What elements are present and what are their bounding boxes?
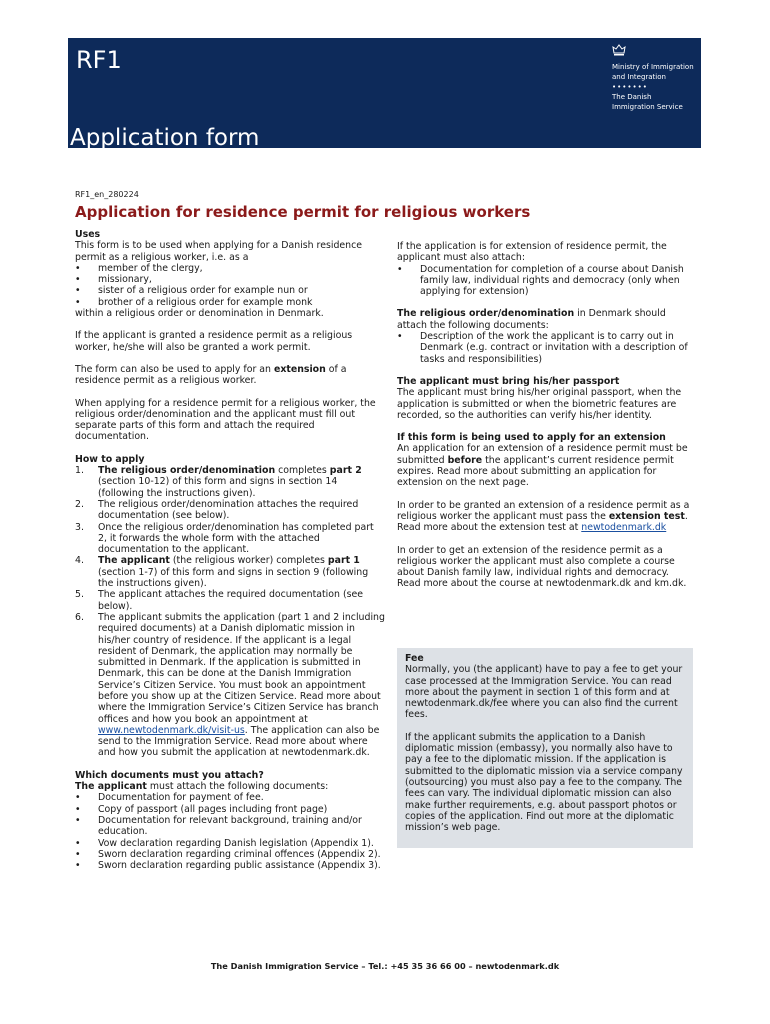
ministry-line: and Integration [612,73,666,81]
step-item: 5. The applicant attaches the required documentation (see below). [75,589,364,612]
uses-tail: within a religious order or denomination in Denmark. [75,308,324,320]
uses-intro: This form is to be used when applying for a Danish residence permit as a religious worker, i.e. as a [75,240,363,263]
step-item: 2. The religious order/denomination attaches the required documentation (see below). [75,498,359,522]
page-footer: The Danish Immigration Service – Tel.: +45 35 36 66 00 – newtodenmark.dk [210,961,560,971]
documents-intro: The applicant must attach the following documents: [75,781,329,793]
list-item: • Vow declaration regarding Danish legislation (Appendix 1). [75,837,374,849]
list-item: • member of the clergy, [75,262,203,274]
ministry-line: Ministry of Immigration [612,63,694,71]
how-to-apply-heading: How to apply [75,453,145,465]
list-item: • Documentation for completion of a course about Danish family law, individual rights and democracy (only when applying for extension) [397,263,684,298]
ministry-line: The Danish [612,93,652,101]
step-item: 3. Once the religious order/denomination has completed part 2, it forwards the whole form with the attached documentation to the applicant. [75,521,374,556]
form-type-title: Application form [70,125,260,151]
fee-text-2: If the applicant submits the application to a Danish diplomatic mission (embassy), you normally also have to pay a fee to the diplomatic mission. If the application is submitted to the diplomatic mission via a service company (outsourcing) you must also pay a fee to the company. The fees can vary. The individual diplomatic mission can also make further requirements, e.g. about passport photos or copies of the application. Find out more at the diplomatic mission’s web page. [405,731,683,834]
newtodenmark-link[interactable]: newtodenmark.dk [581,522,667,534]
header-banner [68,38,701,151]
list-item: • Description of the work the applicant is to carry out in Denmark (e.g. contract or invitation with a description of tasks and responsibilities) [397,331,688,365]
step-item: 6. The applicant submits the application (part 1 and 2 including required documents) at a Danish diplomatic mission in his/her country of residence. If the applicant is a legal resident of Denmark, the application may normally be submitted in Denmark. If the application is submitted in Denmark, this can be done at the Danish Immigration Service’s Citizen Service. You must book an appointment before you show up at the Citizen Service. Read more about where the Immigration Service’s Citizen Service has branch offices and how you book an appointment at www.newtodenmark.dk/visit-us. The application can also be send to the Immigration Service. Read more about where and how you submit the application at newtodenmark.dk. [75,611,385,759]
form-code-title: RF1 [76,46,122,74]
work-permit-text: If the applicant is granted a residence permit as a religious worker, he/she will also be granted a work permit. [75,330,353,353]
extension-deadline-text: An application for an extension of a residence permit must be submitted before the applicant’s current residence permit expires. Read more about submitting an application for extension on the next page. [397,443,688,489]
fee-text-1: Normally, you (the applicant) have to pay a fee to get your case processed at the Immigration Service. You can read more about the payment in section 1 of this form and at newtodenmark.dk/fee where you can also find the current fees. [405,664,683,721]
fee-box [397,648,693,848]
form-version-code: RF1_en_280224 [75,190,139,199]
ministry-logo-text [612,62,694,112]
list-item: • Sworn declaration regarding criminal offences (Appendix 2). [75,848,381,860]
list-item: • Documentation for relevant background, training and/or education. [75,814,362,838]
page-title: Application for residence permit for religious workers [75,203,531,221]
list-item: • missionary, [75,274,152,286]
left-column [75,229,385,871]
list-item: • sister of a religious order for example nun or [75,285,308,297]
ministry-dots: ••••••• [612,83,648,91]
passport-text: The applicant must bring his/her original passport, when the application is submitted or when the biometric features are recorded, so the authorities can verify his/her identity. [397,387,682,421]
order-documents-text: The religious order/denomination in Denmark should attach the following documents: [397,308,666,331]
documents-heading: Which documents must you attach? [75,769,264,781]
visit-us-link[interactable]: www.newtodenmark.dk/visit-us [98,724,245,736]
ministry-line: Immigration Service [612,103,683,111]
course-text: In order to get an extension of the residence permit as a religious worker the applicant must also complete a course about Danish family law, individual rights and democracy. Read more about the course at newtodenmark.dk and km.dk. [397,544,687,590]
list-item: • Sworn declaration regarding public assistance (Appendix 3). [75,860,381,872]
separate-parts-text: When applying for a residence permit for a religious worker, the religious order/denomination and the applicant must fill out separate parts of this form and attach the required documentation. [75,397,376,443]
right-column [397,241,693,590]
royal-crown-icon [612,43,626,57]
uses-heading: Uses [75,229,101,240]
extension-heading: If this form is being used to apply for an extension [397,432,666,444]
extension-test-text: In order to be granted an extension of a residence permit as a religious worker the applicant must pass the extension test. Read more about the extension test at newtodenmark.dk [397,499,690,534]
step-item: 1. The religious order/denomination completes part 2 (section 10-12) of this form and signs in section 14 (following the instructions given). [75,465,362,499]
passport-heading: The applicant must bring his/her passport [397,375,620,387]
list-item: • Copy of passport (all pages including front page) [75,803,328,815]
fee-heading: Fee [405,653,424,664]
list-item: • Documentation for payment of fee. [75,792,264,804]
list-item: • brother of a religious order for example monk [75,296,313,308]
extension-text: The form can also be used to apply for an extension of a residence permit as a religious worker. [75,363,347,387]
step-item: 4. The applicant (the religious worker) completes part 1 (section 1-7) of this form and signs in section 9 (following the instructions given). [75,555,369,590]
extension-intro: If the application is for extension of residence permit, the applicant must also attach: [397,241,667,264]
